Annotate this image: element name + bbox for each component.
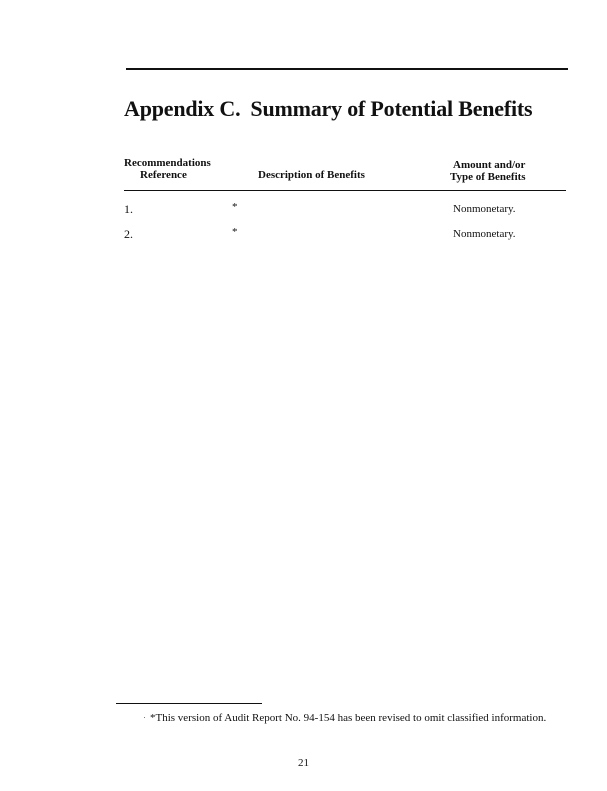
- column-header-amount: [450, 159, 526, 183]
- top-rule: [126, 68, 568, 70]
- column-header-reference-line1: Recommendations: [124, 157, 211, 169]
- page-number: 21: [298, 757, 309, 769]
- footnote: *This version of Audit Report No. 94-154 has been revised to omit classified information.: [150, 712, 547, 724]
- appendix-label: Appendix C.: [124, 96, 241, 121]
- column-header-description: Description of Benefits: [258, 169, 365, 181]
- column-header-reference-line2: Reference: [140, 169, 187, 181]
- header-rule: [124, 190, 566, 191]
- row-amount: Nonmonetary.: [453, 203, 516, 215]
- column-header-amount-line1: Amount and/or: [453, 159, 526, 171]
- row-reference: 1.: [124, 202, 133, 216]
- column-header-reference: [124, 157, 211, 181]
- scan-speck: [144, 717, 145, 718]
- table-row: [0, 227, 607, 243]
- appendix-title: Summary of Potential Benefits: [250, 96, 533, 121]
- row-description: *: [232, 201, 238, 213]
- row-reference: 2.: [124, 227, 133, 241]
- row-amount: Nonmonetary.: [453, 228, 516, 240]
- column-header-amount-line2: Type of Benefits: [450, 171, 526, 183]
- page-title: [124, 96, 532, 122]
- table-row: [0, 202, 607, 218]
- row-description: *: [232, 226, 238, 238]
- footnote-rule: [116, 703, 262, 704]
